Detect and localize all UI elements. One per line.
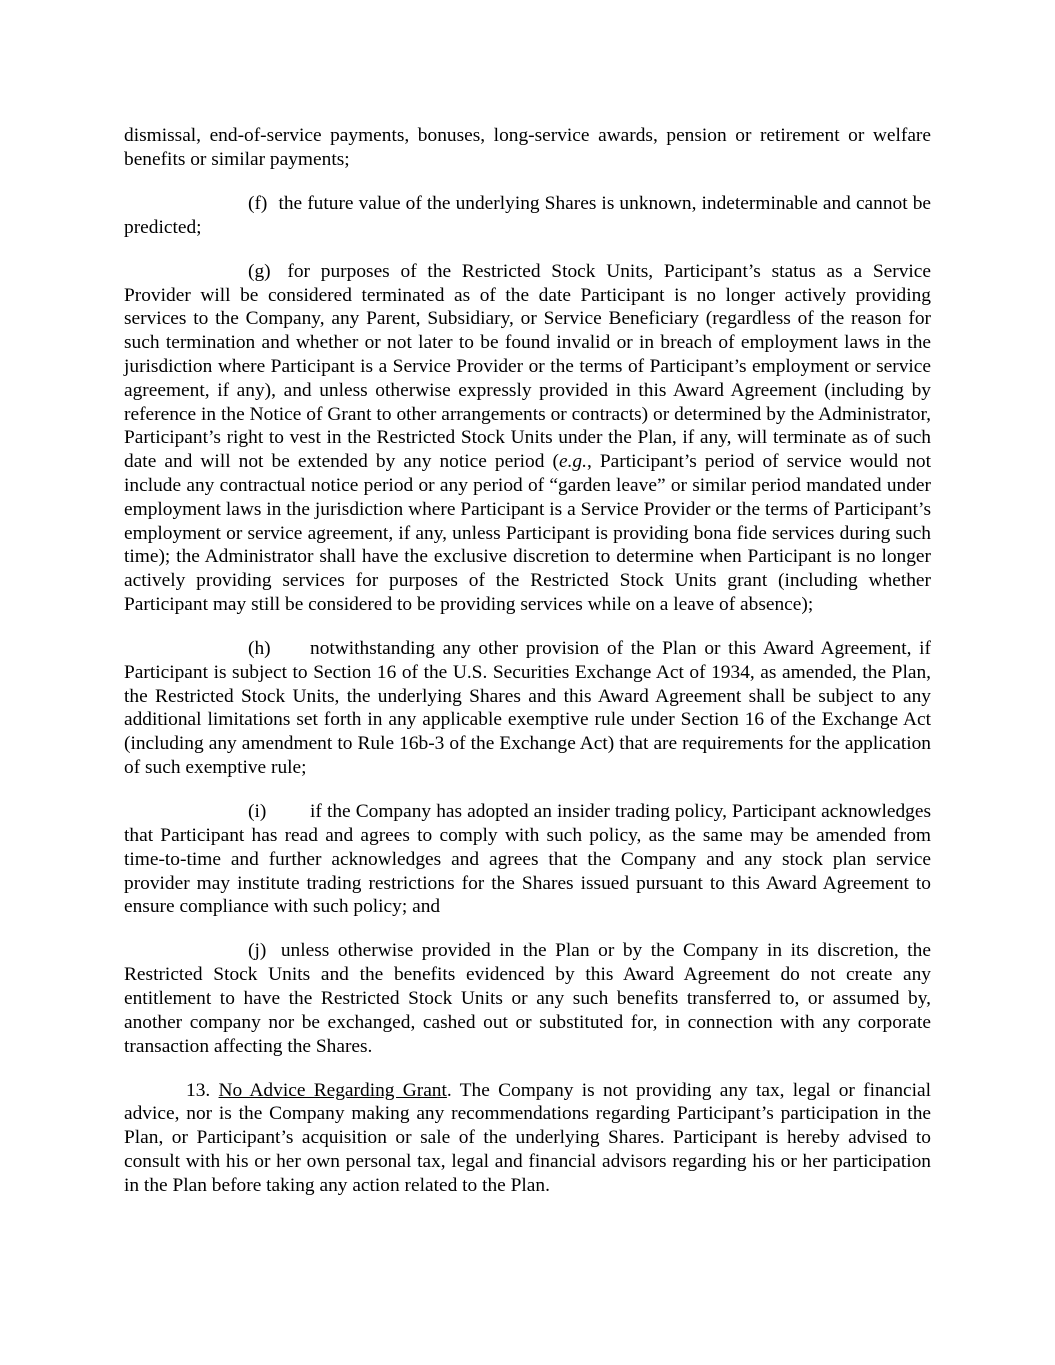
paragraph-i-label: (i) <box>248 801 267 823</box>
paragraph-j-label: (j) <box>248 940 267 962</box>
paragraph-h <box>124 637 931 780</box>
paragraph-g-eg: e.g. <box>558 451 587 473</box>
paragraph-g-text-b: , Participant’s period of service would not include any contractual notice period or any period of “garden leave” or similar period mandated under employment laws in the jurisdiction where Participant is a Service Provider or the terms of Participant’s employment or service agreement, if any, unless Participant is providing bona fide services during such time); the Administrator shall have the exclusive discretion to determine when Participant is no longer actively providing services for purposes of the Restricted Stock Units grant (including whether Participant may still be considered to be providing services while on a leave of absence); <box>124 451 932 615</box>
paragraph-h-text: notwithstanding any other provision of the Plan or this Award Agreement, if Participant is subject to Section 16 of the U.S. Securities Exchange Act of 1934, as amended, the Plan, the Restricted Stock Units, the underlying Shares and this Award Agreement shall be subject to any additional limitations set forth in any applicable exemptive rule under Section 16 of the Exchange Act (including any amendment to Rule 16b-3 of the Exchange Act) that are requirements for the application of such exemptive rule; <box>124 638 931 779</box>
section-13 <box>124 1079 931 1198</box>
section-13-heading: No Advice Regarding Grant <box>218 1079 447 1101</box>
paragraph-f-label: (f) <box>248 192 268 214</box>
paragraph-continuation: dismissal, end-of-service payments, bonuses, long-service awards, pension or retirement or welfare benefits or similar payments; <box>124 125 931 170</box>
paragraph-j-text: unless otherwise provided in the Plan or by the Company in its discretion, the Restricted Stock Units and the benefits evidenced by this Award Agreement do not create any entitlement to have the Restricted Stock Units or any such benefits transferred to, or assumed by, another company nor be exchanged, cashed out or substituted for, in connection with any corporate transaction affecting the Shares. <box>124 940 931 1057</box>
section-13-text: . The Company is not providing any tax, legal or financial advice, nor is the Company making any recommendations regarding Participant’s participation in the Plan, or Participant’s acquisition or sale of the underlying Shares. Participant is hereby advised to consult with his or her own personal tax, legal and financial advisors regarding his or her participation in the Plan before taking any action related to the Plan. <box>124 1079 931 1196</box>
paragraph-j <box>124 939 931 1058</box>
section-13-number: 13. <box>186 1079 211 1101</box>
paragraph-f <box>124 192 931 240</box>
paragraph-f-text: the future value of the underlying Shares is unknown, indeterminable and cannot be predicted; <box>124 192 932 238</box>
document-page <box>124 124 931 1218</box>
paragraph-h-label: (h) <box>248 638 271 660</box>
paragraph-i <box>124 800 931 919</box>
paragraph-g-text-a: for purposes of the Restricted Stock Units, Participant’s status as a Service Provider will be considered terminated as of the date Participant is no longer actively providing services to the Company, any Parent, Subsidiary, or Service Beneficiary (regardless of the reason for such termination and whether or not later to be found invalid or in breach of employment laws in the jurisdiction where Participant is a Service Provider or the terms of Participant’s employment or service agreement, if any), and unless otherwise expressly provided in this Award Agreement (including by reference in the Notice of Grant to other arrangements or contracts) or determined by the Administrator, Participant’s right to vest in the Restricted Stock Units under the Plan, if any, will terminate as of such date and will not be extended by any notice period ( <box>124 260 931 473</box>
paragraph-g-label: (g) <box>248 260 271 282</box>
paragraph-i-text: if the Company has adopted an insider trading policy, Participant acknowledges that Participant has read and agrees to comply with such policy, as the same may be amended from time-to-time and further acknowledges and agrees that the Company and any stock plan service provider may institute trading restrictions for the Shares issued pursuant to this Award Agreement to ensure compliance with such policy; and <box>124 801 931 918</box>
paragraph-g <box>124 260 931 617</box>
